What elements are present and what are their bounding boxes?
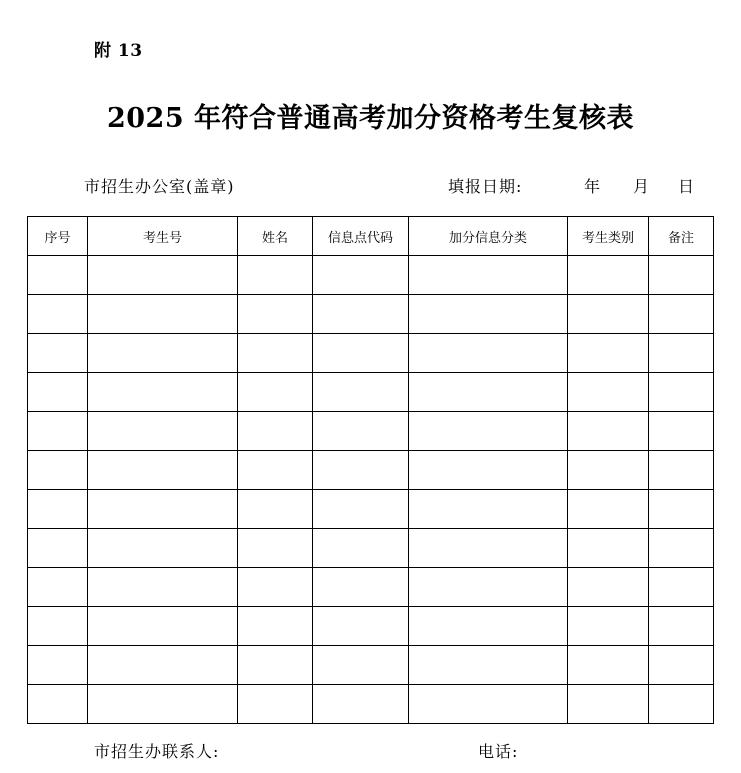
table-cell[interactable]: [88, 373, 238, 412]
table-cell[interactable]: [409, 568, 568, 607]
table-cell[interactable]: [568, 256, 649, 295]
table-cell[interactable]: [409, 646, 568, 685]
table-cell[interactable]: [568, 451, 649, 490]
table-row: [28, 529, 714, 568]
table-cell[interactable]: [313, 334, 409, 373]
table-cell[interactable]: [649, 490, 714, 529]
table-cell[interactable]: [568, 334, 649, 373]
table-cell[interactable]: [649, 334, 714, 373]
table-row: [28, 412, 714, 451]
table-cell[interactable]: [88, 646, 238, 685]
table-cell[interactable]: [28, 646, 88, 685]
table-cell[interactable]: [238, 451, 313, 490]
table-cell[interactable]: [313, 490, 409, 529]
table-row: [28, 373, 714, 412]
table-cell[interactable]: [88, 334, 238, 373]
table-cell[interactable]: [238, 568, 313, 607]
table-cell[interactable]: [28, 490, 88, 529]
document-title: 2025 年符合普通高考加分资格考生复核表: [106, 103, 635, 134]
day-label: 日: [678, 177, 696, 196]
table-cell[interactable]: [313, 256, 409, 295]
table-cell[interactable]: [409, 490, 568, 529]
annex-label: 附 13: [94, 41, 143, 61]
table-cell[interactable]: [568, 373, 649, 412]
table-row: [28, 334, 714, 373]
contact-person-label: 市招生办联系人:: [94, 742, 220, 761]
table-cell[interactable]: [88, 529, 238, 568]
table-cell[interactable]: [313, 568, 409, 607]
table-cell[interactable]: [409, 334, 568, 373]
table-cell[interactable]: [313, 685, 409, 724]
table-cell[interactable]: [409, 685, 568, 724]
table-cell[interactable]: [649, 568, 714, 607]
table-cell[interactable]: [238, 256, 313, 295]
table-body: [28, 256, 714, 724]
table-cell[interactable]: [568, 295, 649, 334]
table-row: [28, 256, 714, 295]
table-row: [28, 646, 714, 685]
table-cell[interactable]: [568, 607, 649, 646]
table-cell[interactable]: [568, 412, 649, 451]
table-row: [28, 607, 714, 646]
table-cell[interactable]: [88, 451, 238, 490]
table-row: [28, 451, 714, 490]
review-table: [27, 216, 714, 724]
table-cell[interactable]: [88, 607, 238, 646]
table-cell[interactable]: [313, 412, 409, 451]
table-cell[interactable]: [88, 412, 238, 451]
table-cell[interactable]: [409, 607, 568, 646]
fill-date-label: 填报日期:: [448, 177, 523, 196]
table-cell[interactable]: [409, 295, 568, 334]
table-row: [28, 568, 714, 607]
table-cell[interactable]: [409, 256, 568, 295]
phone-label: 电话:: [478, 742, 519, 761]
table-cell[interactable]: [28, 295, 88, 334]
table-cell[interactable]: [568, 529, 649, 568]
column-header-exam-number: 考生号: [88, 217, 238, 256]
table-cell[interactable]: [409, 451, 568, 490]
table-cell[interactable]: [28, 685, 88, 724]
month-label: 月: [633, 177, 651, 196]
table-cell[interactable]: [238, 412, 313, 451]
table-cell[interactable]: [313, 451, 409, 490]
table-cell[interactable]: [28, 256, 88, 295]
table-cell[interactable]: [568, 685, 649, 724]
table-row: [28, 295, 714, 334]
table-cell[interactable]: [28, 334, 88, 373]
column-header-student-type: 考生类别: [568, 217, 649, 256]
table-header-row: [28, 217, 714, 256]
table-cell[interactable]: [28, 373, 88, 412]
table-cell[interactable]: [649, 451, 714, 490]
column-header-index: 序号: [28, 217, 88, 256]
table-cell[interactable]: [568, 568, 649, 607]
table-cell[interactable]: [88, 256, 238, 295]
table-cell[interactable]: [568, 646, 649, 685]
column-header-info-code: 信息点代码: [313, 217, 409, 256]
table-cell[interactable]: [313, 295, 409, 334]
column-header-remarks: 备注: [649, 217, 714, 256]
table-cell[interactable]: [649, 685, 714, 724]
table-cell[interactable]: [313, 646, 409, 685]
table-cell[interactable]: [28, 412, 88, 451]
table-cell[interactable]: [28, 529, 88, 568]
table-cell[interactable]: [649, 646, 714, 685]
table-cell[interactable]: [313, 607, 409, 646]
table-cell[interactable]: [649, 256, 714, 295]
table-cell[interactable]: [28, 607, 88, 646]
table-cell[interactable]: [649, 373, 714, 412]
table-cell[interactable]: [238, 334, 313, 373]
table-cell[interactable]: [649, 607, 714, 646]
office-seal-label: 市招生办公室(盖章): [84, 177, 235, 196]
column-header-name: 姓名: [238, 217, 313, 256]
table-cell[interactable]: [649, 529, 714, 568]
table-cell[interactable]: [28, 451, 88, 490]
table-cell[interactable]: [238, 529, 313, 568]
table-cell[interactable]: [88, 490, 238, 529]
table-cell[interactable]: [409, 373, 568, 412]
table-cell[interactable]: [409, 412, 568, 451]
table-cell[interactable]: [88, 295, 238, 334]
table-cell[interactable]: [28, 568, 88, 607]
year-label: 年: [584, 177, 602, 196]
table-cell[interactable]: [649, 412, 714, 451]
table-cell[interactable]: [238, 646, 313, 685]
table-cell[interactable]: [409, 529, 568, 568]
table-cell[interactable]: [88, 685, 238, 724]
table-cell[interactable]: [88, 568, 238, 607]
table-cell[interactable]: [313, 529, 409, 568]
table-cell[interactable]: [313, 373, 409, 412]
table-cell[interactable]: [238, 373, 313, 412]
table-cell[interactable]: [238, 685, 313, 724]
table-row: [28, 490, 714, 529]
table-cell[interactable]: [649, 295, 714, 334]
table-cell[interactable]: [238, 607, 313, 646]
table-cell[interactable]: [238, 490, 313, 529]
table-cell[interactable]: [238, 295, 313, 334]
column-header-bonus-category: 加分信息分类: [409, 217, 568, 256]
table-cell[interactable]: [568, 490, 649, 529]
table-row: [28, 685, 714, 724]
